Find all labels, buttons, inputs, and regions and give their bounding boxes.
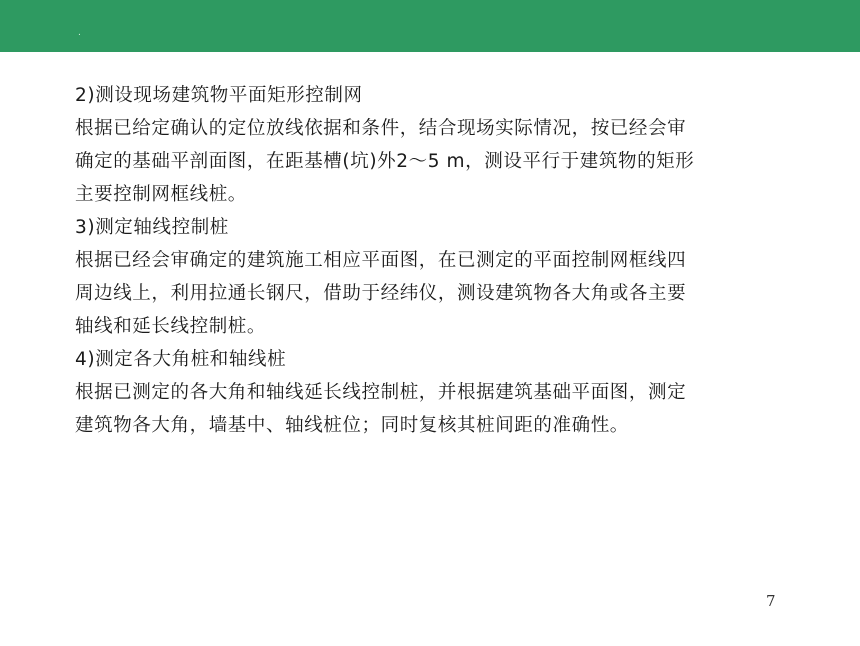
paragraph-line: 周边线上，利用拉通长钢尺，借助于经纬仪，测设建筑物各大角或各主要 — [75, 283, 687, 304]
header-dot: . — [78, 28, 81, 38]
section-heading-3: 3)测定轴线控制桩 — [75, 217, 229, 238]
header-bar — [0, 0, 860, 52]
section-heading-4: 4)测定各大角桩和轴线桩 — [75, 349, 287, 370]
paragraph-line: 根据已经会审确定的建筑施工相应平面图，在已测定的平面控制网框线四 — [75, 250, 687, 271]
slide-body — [75, 79, 810, 442]
section-heading-2: 2)测设现场建筑物平面矩形控制网 — [75, 85, 363, 106]
paragraph-line: 主要控制网框线桩。 — [75, 184, 247, 205]
paragraph-line: 根据已测定的各大角和轴线延长线控制桩，并根据建筑基础平面图，测定 — [75, 382, 687, 403]
paragraph-line: 轴线和延长线控制桩。 — [75, 316, 267, 337]
paragraph-line: 建筑物各大角，墙基中、轴线桩位；同时复核其桩间距的准确性。 — [75, 415, 629, 436]
paragraph-line: 确定的基础平剖面图，在距基槽(坑)外2～5 m，测设平行于建筑物的矩形 — [75, 151, 695, 172]
page-number: 7 — [766, 592, 776, 610]
paragraph-line: 根据已给定确认的定位放线依据和条件，结合现场实际情况，按已经会审 — [75, 118, 687, 139]
